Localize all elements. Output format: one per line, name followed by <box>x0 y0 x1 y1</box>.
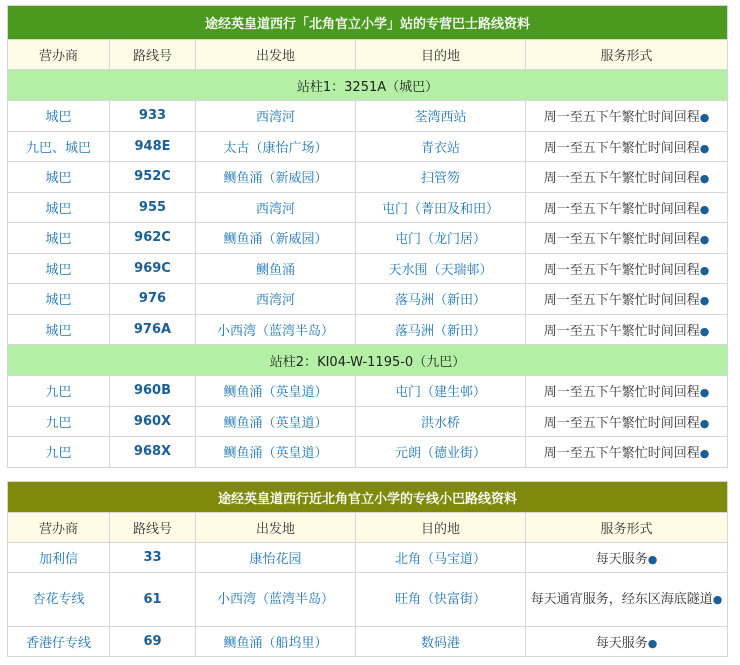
route-number-link[interactable]: 969C <box>110 253 196 284</box>
stop-label: 站柱1：3251A（城巴） <box>8 70 728 101</box>
destination-link[interactable]: 元朗（德业街） <box>356 437 526 468</box>
origin-link[interactable]: 小西湾（蓝湾半岛） <box>196 314 356 345</box>
route-number-link[interactable]: 960B <box>110 376 196 407</box>
service-cell <box>526 284 728 315</box>
operator-link[interactable]: 城巴 <box>8 101 110 132</box>
column-header: 服务形式 <box>526 40 728 70</box>
route-number-link[interactable]: 33 <box>110 543 196 573</box>
origin-link[interactable]: 西湾河 <box>196 101 356 132</box>
origin-link[interactable]: 西湾河 <box>196 284 356 315</box>
service-cell <box>526 627 728 657</box>
column-header: 出发地 <box>196 40 356 70</box>
route-number-link[interactable]: 933 <box>110 101 196 132</box>
service-text: 周一至五下午繁忙时间回程 <box>543 446 700 462</box>
origin-link[interactable]: 鲗鱼涌（新威园） <box>196 162 356 193</box>
operator-link[interactable]: 城巴 <box>8 223 110 254</box>
operator-link[interactable]: 城巴 <box>8 284 110 315</box>
destination-link[interactable]: 落马洲（新田） <box>356 314 526 345</box>
route-number-link[interactable]: 948E <box>110 131 196 162</box>
service-text: 周一至五下午繁忙时间回程 <box>543 323 700 339</box>
column-header: 目的地 <box>356 513 526 543</box>
service-cell <box>526 131 728 162</box>
service-cell <box>526 314 728 345</box>
column-header: 出发地 <box>196 513 356 543</box>
minibus-table-title: 途经英皇道西行近北角官立小学的专线小巴路线资料 <box>8 482 728 513</box>
service-text: 每天通宵服务，经东区海底隧道 <box>530 592 713 607</box>
destination-link[interactable]: 落马洲（新田） <box>356 284 526 315</box>
column-header: 营办商 <box>8 513 110 543</box>
operator-link[interactable]: 城巴 <box>8 162 110 193</box>
route-row <box>8 314 728 345</box>
destination-link[interactable]: 扫管笏 <box>356 162 526 193</box>
origin-link[interactable]: 鲗鱼涌（英皇道） <box>196 437 356 468</box>
service-cell <box>526 253 728 284</box>
route-row <box>8 376 728 407</box>
minibus-routes-table <box>7 481 728 657</box>
origin-link[interactable]: 太古（康怡广场） <box>196 131 356 162</box>
stop-row <box>8 345 728 376</box>
route-row <box>8 543 728 573</box>
stop-row <box>8 70 728 101</box>
info-marker-icon[interactable]: ● <box>699 172 710 186</box>
service-text: 每天服务 <box>595 636 648 651</box>
destination-link[interactable]: 荃湾西站 <box>356 101 526 132</box>
route-row <box>8 131 728 162</box>
origin-link[interactable]: 鲗鱼涌（新威园） <box>196 223 356 254</box>
service-text: 周一至五下午繁忙时间回程 <box>543 140 700 156</box>
info-marker-icon[interactable]: ● <box>699 386 710 400</box>
origin-link[interactable]: 鲗鱼涌 <box>196 253 356 284</box>
column-header: 目的地 <box>356 40 526 70</box>
bus-table-title: 途经英皇道西行「北角官立小学」站的专营巴士路线资料 <box>8 6 728 40</box>
service-text: 周一至五下午繁忙时间回程 <box>543 232 700 248</box>
route-row <box>8 406 728 437</box>
service-cell <box>526 573 728 627</box>
info-marker-icon[interactable]: ● <box>712 593 723 606</box>
route-number-link[interactable]: 976A <box>110 314 196 345</box>
operator-link[interactable]: 城巴 <box>8 314 110 345</box>
column-header: 路线号 <box>110 40 196 70</box>
destination-link[interactable]: 青衣站 <box>356 131 526 162</box>
service-cell <box>526 406 728 437</box>
route-number-link[interactable]: 976 <box>110 284 196 315</box>
operator-link[interactable]: 城巴 <box>8 253 110 284</box>
service-text: 周一至五下午繁忙时间回程 <box>543 385 700 401</box>
route-number-link[interactable]: 962C <box>110 223 196 254</box>
destination-link[interactable]: 数码港 <box>356 627 526 657</box>
operator-link[interactable]: 加利信 <box>8 543 110 573</box>
service-cell <box>526 543 728 573</box>
service-text: 周一至五下午繁忙时间回程 <box>543 415 700 431</box>
service-cell <box>526 437 728 468</box>
origin-link[interactable]: 康怡花园 <box>196 543 356 573</box>
info-marker-icon[interactable]: ● <box>699 263 710 277</box>
info-marker-icon[interactable]: ● <box>699 202 710 216</box>
route-number-link[interactable]: 61 <box>110 573 196 627</box>
info-marker-icon[interactable]: ● <box>699 324 710 338</box>
info-marker-icon[interactable]: ● <box>647 553 658 566</box>
route-row <box>8 253 728 284</box>
service-cell <box>526 162 728 193</box>
service-text: 周一至五下午繁忙时间回程 <box>543 171 700 187</box>
info-marker-icon[interactable]: ● <box>699 294 710 308</box>
info-marker-icon[interactable]: ● <box>699 111 710 125</box>
column-header: 服务形式 <box>526 513 728 543</box>
service-text: 周一至五下午繁忙时间回程 <box>543 293 700 309</box>
service-cell <box>526 223 728 254</box>
info-marker-icon[interactable]: ● <box>647 637 658 650</box>
stop-label: 站柱2：KI04-W-1195-0（九巴） <box>8 345 728 376</box>
service-cell <box>526 376 728 407</box>
service-cell <box>526 101 728 132</box>
service-text: 周一至五下午繁忙时间回程 <box>543 110 700 126</box>
route-number-link[interactable]: 968X <box>110 437 196 468</box>
route-number-link[interactable]: 952C <box>110 162 196 193</box>
origin-link[interactable]: 西湾河 <box>196 192 356 223</box>
destination-link[interactable]: 旺角（快富街） <box>356 573 526 627</box>
route-row <box>8 223 728 254</box>
bus-routes-table <box>7 5 728 468</box>
route-number-link[interactable]: 69 <box>110 627 196 657</box>
route-row <box>8 573 728 627</box>
info-marker-icon[interactable]: ● <box>699 416 710 430</box>
route-row <box>8 162 728 193</box>
operator-link[interactable]: 九巴 <box>8 406 110 437</box>
info-marker-icon[interactable]: ● <box>699 233 710 247</box>
header-row <box>8 40 728 70</box>
route-number-link[interactable]: 955 <box>110 192 196 223</box>
destination-link[interactable]: 天水围（天瑞邨） <box>356 253 526 284</box>
route-row <box>8 437 728 468</box>
origin-link[interactable]: 鲗鱼涌（英皇道） <box>196 376 356 407</box>
destination-link[interactable]: 屯门（龙门居） <box>356 223 526 254</box>
origin-link[interactable]: 鲗鱼涌（英皇道） <box>196 406 356 437</box>
service-text: 每天服务 <box>595 552 648 567</box>
operator-link[interactable]: 城巴 <box>8 192 110 223</box>
operator-link[interactable]: 杏花专线 <box>8 573 110 627</box>
destination-link[interactable]: 北角（马宝道） <box>356 543 526 573</box>
operator-link[interactable]: 九巴 <box>8 437 110 468</box>
operator-link[interactable]: 九巴 <box>8 376 110 407</box>
origin-link[interactable]: 鲗鱼涌（船坞里） <box>196 627 356 657</box>
route-row <box>8 284 728 315</box>
header-row <box>8 513 728 543</box>
destination-link[interactable]: 屯门（建生邨） <box>356 376 526 407</box>
operator-link[interactable]: 九巴、城巴 <box>8 131 110 162</box>
route-number-link[interactable]: 960X <box>110 406 196 437</box>
destination-link[interactable]: 洪水桥 <box>356 406 526 437</box>
column-header: 营办商 <box>8 40 110 70</box>
service-cell <box>526 192 728 223</box>
destination-link[interactable]: 屯门（菁田及和田） <box>356 192 526 223</box>
route-row <box>8 192 728 223</box>
route-row <box>8 101 728 132</box>
origin-link[interactable]: 小西湾（蓝湾半岛） <box>196 573 356 627</box>
service-text: 周一至五下午繁忙时间回程 <box>543 262 700 278</box>
info-marker-icon[interactable]: ● <box>699 447 710 461</box>
operator-link[interactable]: 香港仔专线 <box>8 627 110 657</box>
column-header: 路线号 <box>110 513 196 543</box>
route-row <box>8 627 728 657</box>
service-text: 周一至五下午繁忙时间回程 <box>543 201 700 217</box>
info-marker-icon[interactable]: ● <box>699 141 710 155</box>
